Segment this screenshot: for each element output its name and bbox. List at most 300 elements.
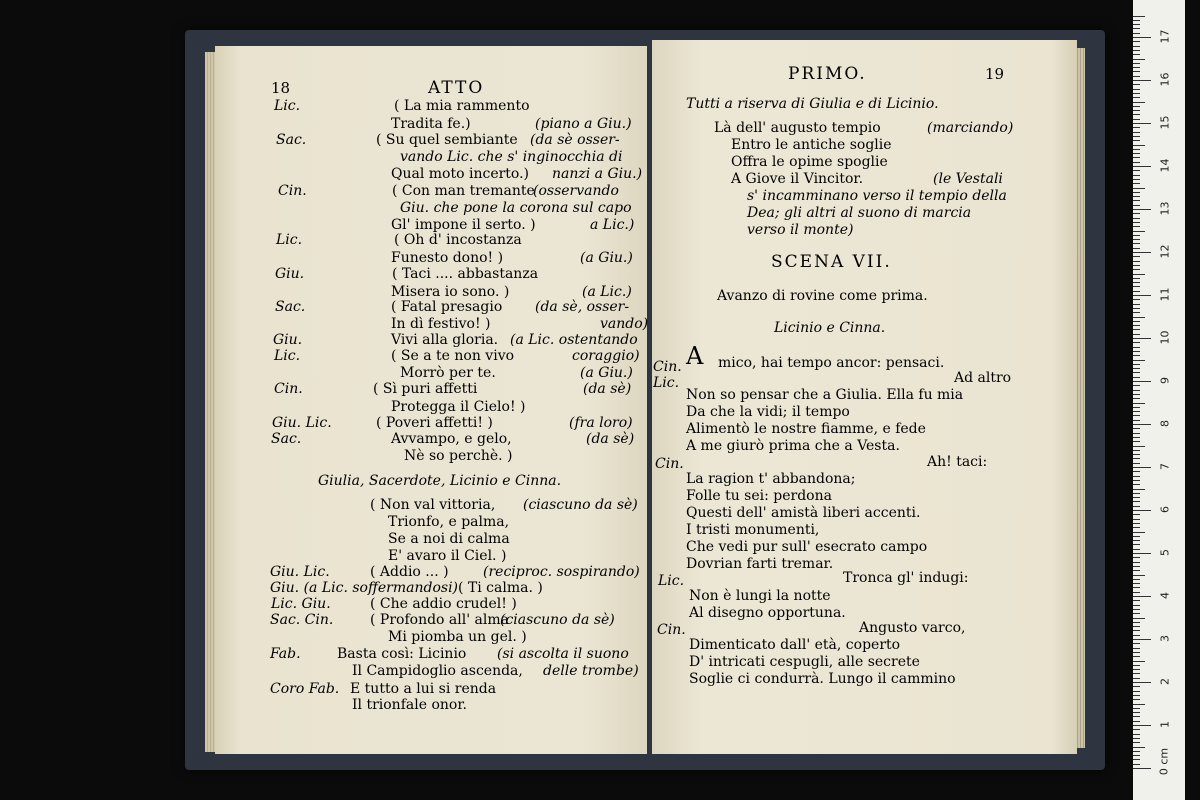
ruler-tick	[1133, 286, 1140, 287]
ruler-tick	[1133, 106, 1140, 107]
ruler-tick	[1133, 648, 1140, 649]
ruler-tick	[1133, 360, 1145, 361]
ruler-tick	[1133, 450, 1140, 451]
ruler-tick	[1133, 149, 1140, 150]
ruler-tick	[1133, 175, 1140, 176]
ruler-tick	[1133, 291, 1140, 292]
ruler-tick	[1133, 716, 1140, 717]
right-text-line: Alimentò le nostre fiamme, e fede	[686, 421, 926, 437]
ruler-tick	[1133, 157, 1140, 158]
ruler-tick	[1133, 467, 1151, 468]
ruler-tick	[1133, 33, 1140, 34]
left-text-line: Misera io sono. )	[391, 284, 510, 300]
left-text-line: Basta così: Licinio	[337, 646, 467, 662]
ruler-tick	[1133, 708, 1140, 709]
ruler-tick	[1133, 76, 1140, 77]
ruler-tick	[1133, 355, 1140, 356]
ruler-tick	[1133, 256, 1140, 257]
right-text-line: Cin.	[655, 456, 684, 472]
right-text-line: Lic.	[653, 375, 680, 391]
left-text-line: ( Sì puri affetti	[373, 381, 478, 397]
ruler-tick	[1133, 566, 1140, 567]
ruler-tick	[1133, 613, 1140, 614]
ruler-tick	[1133, 136, 1140, 137]
ruler-number: 9	[1158, 377, 1172, 384]
ruler-tick	[1133, 20, 1140, 21]
ruler-tick	[1133, 635, 1140, 636]
ruler-tick	[1133, 721, 1140, 722]
left-text-line: (ciascuno da sè)	[500, 612, 615, 628]
right-page-number: 19	[985, 65, 1005, 83]
left-text-line: Giu. Lic.	[272, 415, 332, 431]
ruler-tick	[1133, 347, 1140, 348]
left-page-number: 18	[271, 79, 291, 97]
ruler-tick	[1133, 510, 1151, 511]
ruler-tick	[1133, 282, 1140, 283]
ruler-tick	[1133, 506, 1140, 507]
ruler-number: 16	[1158, 72, 1172, 87]
ruler-tick	[1133, 471, 1140, 472]
ruler-tick	[1133, 153, 1140, 154]
ruler-tick	[1133, 562, 1140, 563]
right-text-line: (le Vestali	[933, 171, 1003, 187]
ruler-tick	[1133, 704, 1145, 705]
ruler-tick	[1133, 527, 1140, 528]
scene-title: SCENA VII.	[771, 252, 892, 272]
left-text-line: Trionfo, e palma,	[388, 514, 510, 530]
left-text-line: (da sè)	[586, 431, 635, 447]
ruler-number: 14	[1158, 158, 1172, 173]
left-text-line: In dì festivo! )	[391, 316, 491, 332]
ruler-tick	[1133, 407, 1140, 408]
left-text-line: ( Profondo all' alma	[370, 612, 509, 628]
measurement-ruler	[1133, 0, 1185, 800]
ruler-number: 4	[1158, 592, 1172, 599]
ruler-tick	[1133, 394, 1140, 395]
right-text-line: Ad altro	[954, 370, 1012, 386]
right-text-line: Cin.	[657, 622, 686, 638]
ruler-tick	[1133, 209, 1151, 210]
ruler-tick	[1133, 261, 1140, 262]
ruler-tick	[1133, 592, 1140, 593]
ruler-tick	[1133, 24, 1140, 25]
ruler-tick	[1133, 501, 1140, 502]
ruler-tick	[1133, 480, 1140, 481]
left-text-line: (piano a Giu.)	[535, 116, 632, 132]
ruler-tick	[1133, 372, 1140, 373]
ruler-tick	[1133, 725, 1151, 726]
ruler-tick	[1133, 630, 1140, 631]
right-text-line: Angusto varco,	[859, 620, 966, 636]
left-text-line: E' avaro il Ciel. )	[388, 548, 507, 564]
ruler-number: 17	[1158, 29, 1172, 44]
ruler-tick	[1133, 519, 1140, 520]
ruler-tick	[1133, 609, 1140, 610]
left-text-line: Fab.	[270, 646, 301, 662]
left-text-line: Sac. Cin.	[270, 612, 334, 628]
ruler-tick	[1133, 170, 1140, 171]
left-text-line: Giu. che pone la corona sul capo	[400, 200, 632, 216]
left-text-line: (fra loro)	[569, 415, 633, 431]
left-page-header: ATTO	[428, 78, 485, 98]
ruler-tick	[1133, 600, 1140, 601]
ruler-tick	[1133, 686, 1140, 687]
ruler-tick	[1133, 622, 1140, 623]
ruler-tick	[1133, 398, 1140, 399]
ruler-number: 2	[1158, 678, 1172, 685]
ruler-tick	[1133, 93, 1140, 94]
ruler-tick	[1133, 734, 1140, 735]
ruler-tick	[1133, 759, 1140, 760]
ruler-tick	[1133, 334, 1140, 335]
ruler-tick	[1133, 265, 1140, 266]
ruler-tick	[1133, 67, 1140, 68]
left-text-line: (a Giu.)	[580, 250, 633, 266]
right-text-line: I tristi monumenti,	[686, 522, 820, 538]
right-text-line: Avanzo di rovine come prima.	[717, 288, 928, 304]
ruler-tick	[1133, 325, 1140, 326]
ruler-tick	[1133, 196, 1140, 197]
ruler-tick	[1133, 446, 1145, 447]
ruler-tick	[1133, 420, 1140, 421]
ruler-tick	[1133, 549, 1140, 550]
ruler-tick	[1133, 114, 1140, 115]
ruler-tick	[1133, 364, 1140, 365]
left-text-line: (ciascuno da sè)	[523, 497, 638, 513]
ruler-tick	[1133, 71, 1140, 72]
left-text-line: E tutto a lui si renda	[350, 681, 497, 697]
right-text-line: Cin.	[653, 359, 682, 375]
ruler-tick	[1133, 768, 1151, 769]
ruler-tick	[1133, 411, 1140, 412]
left-text-line: Sac.	[275, 299, 306, 315]
left-text-line: Sac.	[276, 132, 307, 148]
ruler-tick	[1133, 63, 1140, 64]
right-text-line: Dimenticato dall' età, coperto	[689, 637, 901, 653]
ruler-tick	[1133, 441, 1140, 442]
ruler-number: 13	[1158, 201, 1172, 216]
left-text-line: Morrò per te.	[400, 365, 496, 381]
ruler-tick	[1133, 110, 1140, 111]
left-text-line: Cin.	[278, 183, 307, 199]
left-text-line: ( Ti calma. )	[458, 580, 543, 596]
left-text-line: ( Addio ... )	[370, 564, 449, 580]
ruler-tick	[1133, 84, 1140, 85]
right-text-line: s' incamminano verso il tempio della	[747, 188, 1007, 204]
left-text-line: ( Su quel sembiante	[376, 132, 518, 148]
right-text-line: mico, hai tempo ancor: pensaci.	[718, 355, 945, 371]
ruler-number: 11	[1158, 287, 1172, 302]
ruler-tick	[1133, 80, 1151, 81]
ruler-tick	[1133, 669, 1140, 670]
ruler-tick	[1133, 626, 1140, 627]
left-text-line: a Lic.)	[590, 217, 635, 233]
left-text-line: Funesto dono! )	[391, 250, 504, 266]
ruler-tick	[1133, 299, 1140, 300]
ruler-tick	[1133, 652, 1140, 653]
ruler-tick	[1133, 381, 1151, 382]
ruler-tick	[1133, 673, 1140, 674]
ruler-tick	[1133, 213, 1140, 214]
right-text-line: Dovrian farti tremar.	[686, 556, 834, 572]
ruler-tick	[1133, 243, 1140, 244]
right-text-line: A Giove il Vincitor.	[731, 171, 864, 187]
ruler-tick	[1133, 489, 1145, 490]
ruler-tick	[1133, 424, 1151, 425]
ruler-tick	[1133, 377, 1140, 378]
ruler-tick	[1133, 428, 1140, 429]
ruler-tick	[1133, 579, 1140, 580]
left-text-line: Se a noi di calma	[388, 531, 510, 547]
left-text-line: Giu.	[275, 266, 305, 282]
right-text-line: Tronca gl' indugi:	[843, 570, 969, 586]
left-text-line: (osservando	[533, 183, 619, 199]
right-text-line: Dea; gli altri al suono di marcia	[747, 205, 972, 221]
ruler-tick	[1133, 540, 1140, 541]
left-text-line: ( Taci .... abbastanza	[392, 266, 539, 282]
left-text-line: (a Lic.)	[582, 284, 632, 300]
ruler-tick	[1133, 433, 1140, 434]
ruler-tick	[1133, 132, 1140, 133]
ruler-tick	[1133, 41, 1140, 42]
ruler-tick	[1133, 179, 1140, 180]
right-text-line: Entro le antiche soglie	[731, 137, 892, 153]
ruler-tick	[1133, 295, 1151, 296]
right-text-line: La ragion t' abbandona;	[686, 471, 856, 487]
left-text-line: (da sè)	[583, 381, 632, 397]
left-text-line: Giu.	[273, 332, 303, 348]
ruler-tick	[1133, 226, 1140, 227]
ruler-tick	[1133, 140, 1140, 141]
ruler-tick	[1133, 50, 1140, 51]
ruler-tick	[1133, 269, 1140, 270]
ruler-number: 3	[1158, 635, 1172, 642]
ruler-tick	[1133, 587, 1140, 588]
left-text-line: ( Poveri affetti! )	[376, 415, 493, 431]
ruler-tick	[1133, 493, 1140, 494]
ruler-tick	[1133, 661, 1145, 662]
ruler-tick	[1133, 97, 1140, 98]
ruler-tick	[1133, 695, 1140, 696]
right-text-line: Soglie ci condurrà. Lungo il cammino	[689, 671, 956, 687]
left-text-line: Tradita fe.)	[391, 116, 471, 132]
left-text-line: Nè so perchè. )	[404, 448, 513, 464]
ruler-tick	[1133, 231, 1145, 232]
ruler-number: 7	[1158, 463, 1172, 470]
right-text-line: D' intricati cespugli, alle secrete	[689, 654, 920, 670]
ruler-tick	[1133, 342, 1140, 343]
left-text-line: Il trionfale onor.	[352, 697, 467, 713]
ruler-tick	[1133, 368, 1140, 369]
ruler-tick	[1133, 200, 1140, 201]
ruler-number: 12	[1158, 244, 1172, 259]
ruler-tick	[1133, 751, 1140, 752]
ruler-tick	[1133, 317, 1145, 318]
ruler-tick	[1133, 764, 1140, 765]
ruler-tick	[1133, 742, 1140, 743]
ruler-tick	[1133, 205, 1140, 206]
left-text-line: Lic.	[276, 232, 303, 248]
ruler-tick	[1133, 308, 1140, 309]
ruler-tick	[1133, 37, 1151, 38]
ruler-tick	[1133, 575, 1145, 576]
ruler-tick	[1133, 656, 1140, 657]
ruler-tick	[1133, 476, 1140, 477]
ruler-tick	[1133, 218, 1140, 219]
left-text-line: Mi piomba un gel. )	[388, 629, 527, 645]
left-text-line: (si ascolta il suono	[497, 646, 629, 662]
left-text-line: vando Lic. che s' inginocchia di	[400, 149, 623, 165]
ruler-tick	[1133, 755, 1140, 756]
right-text-line: Che vedi pur sull' esecrato campo	[686, 539, 928, 555]
ruler-tick	[1133, 123, 1151, 124]
ruler-tick	[1133, 321, 1140, 322]
left-text-line: Giu. (a Lic. soffermandosi)	[270, 580, 459, 596]
left-text-line: Coro Fab.	[270, 681, 340, 697]
left-text-line: Protegga il Cielo! )	[391, 399, 526, 415]
ruler-tick	[1133, 222, 1140, 223]
ruler-tick	[1133, 183, 1140, 184]
right-text-line: Là dell' augusto tempio	[714, 120, 881, 136]
ruler-tick	[1133, 89, 1140, 90]
ruler-tick	[1133, 403, 1145, 404]
left-text-line: Lic.	[274, 348, 301, 364]
ruler-tick	[1133, 192, 1140, 193]
ruler-tick	[1133, 145, 1145, 146]
ruler-tick	[1133, 46, 1140, 47]
ruler-tick	[1133, 523, 1140, 524]
left-text-line: (a Giu.)	[580, 365, 633, 381]
ruler-tick	[1133, 618, 1145, 619]
ruler-number: 6	[1158, 506, 1172, 513]
ruler-tick	[1133, 665, 1140, 666]
right-text-line: A me giurò prima che a Vesta.	[686, 438, 900, 454]
ruler-tick	[1133, 747, 1145, 748]
ruler-tick	[1133, 605, 1140, 606]
left-text-line: (da sè, osser-	[535, 299, 630, 315]
ruler-tick	[1133, 252, 1151, 253]
left-text-line: nanzi a Giu.)	[552, 166, 643, 182]
ruler-tick	[1133, 596, 1151, 597]
left-text-line: ( Non val vittoria,	[370, 497, 496, 513]
right-text-line: verso il monte)	[747, 222, 854, 238]
ruler-tick	[1133, 235, 1140, 236]
ruler-tick	[1133, 274, 1145, 275]
ruler-tick	[1133, 691, 1140, 692]
ruler-tick	[1133, 583, 1140, 584]
ruler-tick	[1133, 54, 1140, 55]
ruler-number: 15	[1158, 115, 1172, 130]
ruler-number: 8	[1158, 420, 1172, 427]
left-text-line: Avvampo, e gelo,	[391, 431, 512, 447]
ruler-tick	[1133, 484, 1140, 485]
right-text-line: Lic.	[658, 573, 685, 589]
ruler-tick	[1133, 338, 1151, 339]
left-text-line: Lic. Giu.	[271, 596, 331, 612]
ruler-tick	[1133, 59, 1145, 60]
left-text-line: ( Con man tremante	[392, 183, 535, 199]
ruler-tick	[1133, 127, 1140, 128]
ruler-tick	[1133, 678, 1140, 679]
drop-cap: A	[686, 342, 704, 370]
left-text-line: Lic.	[274, 98, 301, 114]
right-text-line: Questi dell' amistà liberi accenti.	[686, 505, 921, 521]
ruler-tick	[1133, 119, 1140, 120]
left-text-line: ( Oh d' incostanza	[394, 232, 522, 248]
right-text-line: (marciando)	[927, 120, 1014, 136]
ruler-tick	[1133, 497, 1140, 498]
left-text-line: Vivi alla gloria.	[391, 332, 499, 348]
ruler-tick	[1133, 544, 1140, 545]
ruler-tick	[1133, 699, 1140, 700]
left-text-line: ( Fatal presagio	[391, 299, 503, 315]
right-text-line: Al disegno opportuna.	[689, 605, 846, 621]
right-text-line: Non è lungi la notte	[689, 588, 831, 604]
left-text-line: ( Che addio crudel! )	[370, 596, 517, 612]
ruler-tick	[1133, 351, 1140, 352]
left-text-line: ( Se a te non vivo	[391, 348, 515, 364]
ruler-tick	[1133, 248, 1140, 249]
left-text-line: coraggio)	[572, 348, 640, 364]
ruler-tick	[1133, 514, 1140, 515]
ruler-tick	[1133, 304, 1140, 305]
ruler-tick	[1133, 415, 1140, 416]
ruler-tick	[1133, 278, 1140, 279]
left-text-line: Sac.	[271, 431, 302, 447]
left-text-line: (da sè osser-	[530, 132, 620, 148]
ruler-tick	[1133, 162, 1140, 163]
ruler-tick	[1133, 16, 1145, 17]
left-text-line: Giu. Lic.	[270, 564, 330, 580]
left-text-line: vando)	[600, 316, 649, 332]
left-text-line: Gl' impone il serto. )	[391, 217, 536, 233]
left-text-line: Cin.	[274, 381, 303, 397]
left-text-line: (reciproc. sospirando)	[483, 564, 640, 580]
ruler-number: 5	[1158, 549, 1172, 556]
right-text-line: Offra le opime spoglie	[731, 154, 888, 170]
ruler-tick	[1133, 102, 1145, 103]
ruler-tick	[1133, 536, 1140, 537]
right-text-line: Non so pensar che a Giulia. Ella fu mia	[686, 387, 964, 403]
ruler-tick	[1133, 390, 1140, 391]
right-text-line: Tutti a riserva di Giulia e di Licinio.	[686, 96, 939, 112]
ruler-tick	[1133, 166, 1151, 167]
ruler-tick	[1133, 454, 1140, 455]
left-text-line: ( La mia rammento	[394, 98, 530, 114]
ruler-tick	[1133, 458, 1140, 459]
ruler-tick	[1133, 712, 1140, 713]
ruler-tick	[1133, 239, 1140, 240]
ruler-unit-label: 0 cm	[1157, 747, 1171, 776]
ruler-tick	[1133, 28, 1140, 29]
ruler-tick	[1133, 329, 1140, 330]
ruler-number: 10	[1158, 330, 1172, 345]
ruler-tick	[1133, 312, 1140, 313]
ruler-tick	[1133, 437, 1140, 438]
ruler-tick	[1133, 639, 1151, 640]
right-page-header: PRIMO.	[788, 64, 867, 84]
ruler-tick	[1133, 738, 1140, 739]
ruler-tick	[1133, 643, 1140, 644]
ruler-tick	[1133, 682, 1151, 683]
ruler-tick	[1133, 385, 1140, 386]
left-text-line: Qual moto incerto.)	[391, 166, 530, 182]
left-text-line: delle trombe)	[543, 663, 639, 679]
ruler-tick	[1133, 557, 1140, 558]
ruler-tick	[1133, 188, 1145, 189]
right-text-line: Folle tu sei: perdona	[686, 488, 832, 504]
ruler-tick	[1133, 553, 1151, 554]
